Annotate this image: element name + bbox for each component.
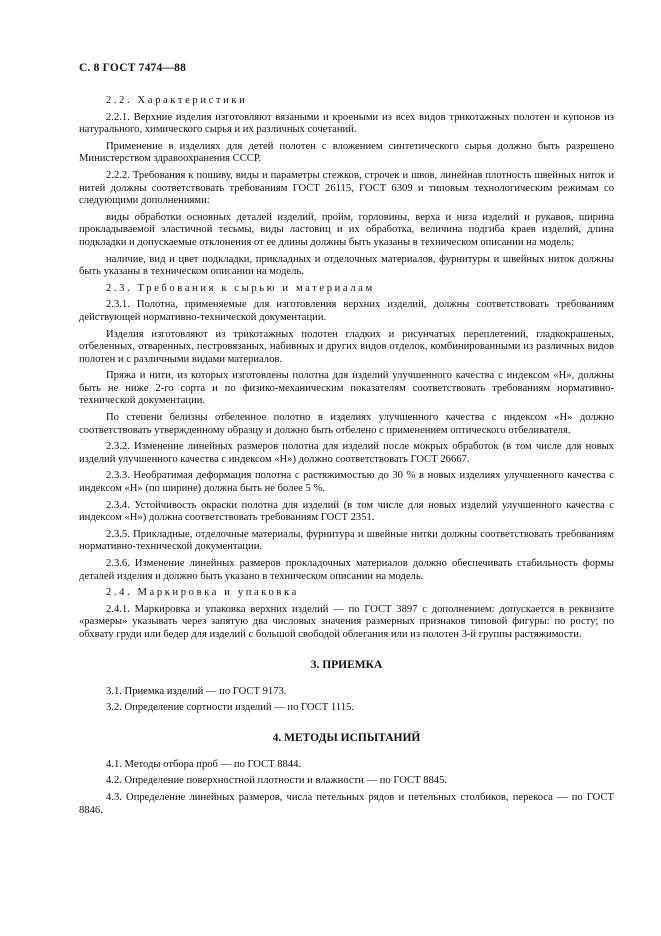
paragraph-3-2: 3.2. Определение сортности изделий — по ГОСТ 1115. [106,702,354,714]
paragraph-2-2-2b: наличие, вид и цвет подкладки, прикладных и отделочных материалов, фурнитуры и швейных ниток должны быть указаны в техническом описании на модель. [79,253,614,278]
paragraph-2-2-2a: виды обработки основных деталей изделий, пройм, горловины, верха и низа изделий и рукавов, ширина прокладываемой эластичной тесьмы, виды ластовиц и их обработка, величина подгиба краев изделий, длина подкладки и допускаемые отклонения от ее длины должны быть указаны в техническом описании на модель; [79,211,614,248]
paragraph-2-3-1c: Пряжа и нити, из которых изготовлены полотна для изделий улучшенного качества с индексом «Н», должны быть не ниже 2-го сорта и по физико-механическим показателям соответствовать требованиям нормативно-технической документации. [79,370,614,407]
section-heading-acceptance: 3. ПРИЕМКА [310,658,383,671]
paragraph-3-1: 3.1. Приемка изделий — по ГОСТ 9173. [106,685,287,697]
paragraph-2-3-1d: По степени белизны отбеленное полотно в изделиях улучшенного качества с индексом «Н» должно соответствовать утвержденному образцу и должно быть отбелено с применением оптического отбеливателя. [79,412,614,436]
subsection-title-marking: 2.4. Маркировка и упаковка [106,587,299,599]
paragraph-2-3-2: 2.3.2. Изменение линейных размеров полотна для изделий после мокрых обработок (в том числе для новых изделий улучшенного качества с индексом «Н») должно соответствовать ГОСТ 26667. [79,441,614,465]
paragraph-2-4-1: 2.4.1. Маркировка и упаковка верхних изделий — по ГОСТ 3897 с дополнением: допускается в реквизите «размеры» указывать через запятую два числовых значения размерных признаков типовой фигуры: по росту; по обхвату груди или бедер для изделий с большой свободой облегания или из полотен 3-й группы растяжимости. [79,603,614,640]
subsection-title-characteristics: 2.2. Характеристики [106,95,248,106]
paragraph-2-2-1b: Применение в изделиях для детей полотен с вложением синтетического сырья должно быть разрешено Министерством здравоохранения СССР. [79,140,614,165]
paragraph-4-3: 4.3. Определение линейных размеров, числа петельных рядов и петельных столбиков, перекоса — по ГОСТ 8846. [79,791,614,816]
paragraph-2-3-6: 2.3.6. Изменение линейных размеров прокладочных материалов должно обеспечивать стабильность формы деталей изделия и должно быть указано в техническом описании на модель. [79,558,614,582]
paragraph-2-3-1b: Изделия изготовляют из трикотажных полотен гладких и рисунчатых переплетений, гладкокрашеных, отбеленных, отваренных, пестровязаных, набивных и других видов отделок, комбинированными из различных видов полотен и с различными видами материалов. [79,328,614,365]
paragraph-2-3-1: 2.3.1. Полотна, применяемые для изготовления верхних изделий, должны соответствовать требованиям действующей нормативно-технической документации. [79,299,614,323]
section-heading-test-methods: 4. МЕТОДЫ ИСПЫТАНИЙ [272,731,421,744]
paragraph-2-3-5: 2.3.5. Прикладные, отделочные материалы, фурнитура и швейные нитки должны соответствовать требованиям нормативно-технической документации. [79,528,614,553]
running-head: С. 8 ГОСТ 7474—88 [79,62,187,74]
paragraph-4-2: 4.2. Определение поверхностной плотности и влажности — по ГОСТ 8845. [106,775,448,787]
document-body [79,95,614,821]
paragraph-2-3-3: 2.3.3. Необратимая деформация полотна с растяжимостью до 30 % в новых изделиях улучшенного качества с индексом «Н» (по ширине) должна быть не более 5 %. [79,470,614,495]
paragraph-2-3-4: 2.3.4. Устойчивость окраски полотна для изделий (в том числе для новых изделий улучшенного качества с индексом «Н») должна соответствовать требованиям ГОСТ 2351. [79,499,614,524]
subsection-title-materials: 2.3. Требования к сырью и материалам [106,282,375,294]
paragraph-2-2-2: 2.2.2. Требования к пошиву, виды и параметры стежков, строчек и швов, линейная плотность швейных ниток и нитей должны соответствовать требованиям ГОСТ 26115, ГОСТ 6309 и типовым технологическим режимам со следующими дополнениями: [79,169,614,207]
paragraph-2-2-1: 2.2.1. Верхние изделия изготовляют вязаными и кроеными из всех видов трикотажных полотен и купонов из натурального, химического сырья и их различных сочетаний. [79,111,614,136]
paragraph-4-1: 4.1. Методы отбора проб — по ГОСТ 8844. [106,758,302,770]
